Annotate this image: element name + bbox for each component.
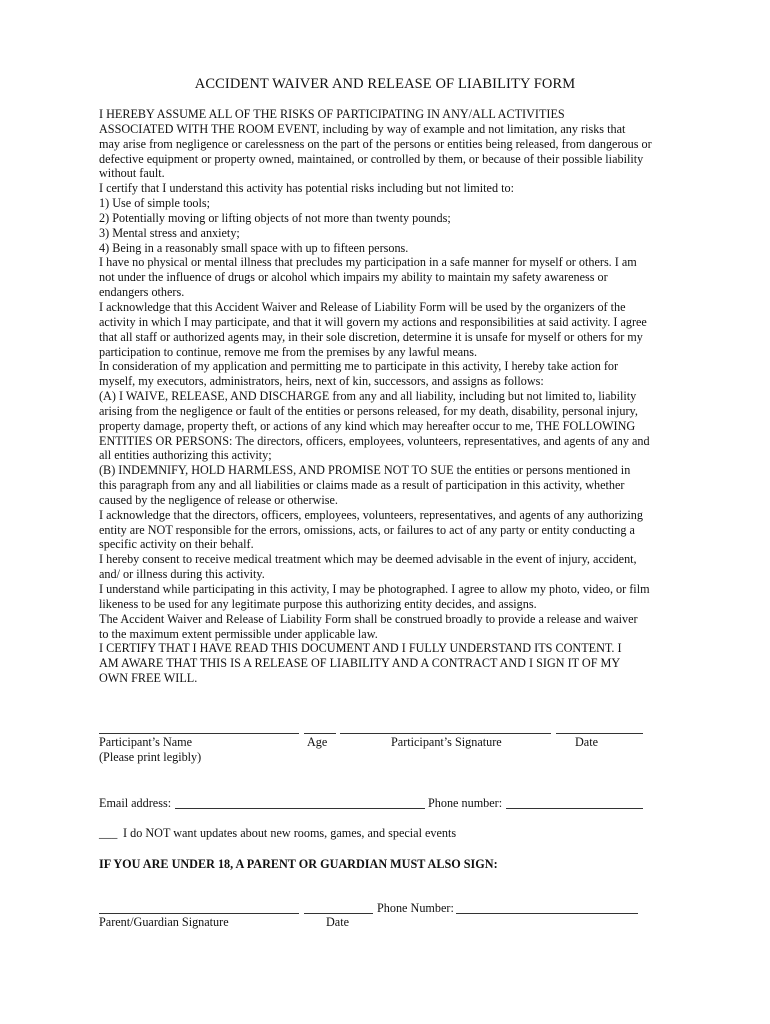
body-line: I acknowledge that this Accident Waiver and Release of Liability Form will be used by the organizers of the (99, 299, 626, 314)
body-line: not under the influence of drugs or alcohol which impairs my ability to maintain my safety awareness or (99, 270, 608, 285)
participant-signature-label: Participant’s Signature (391, 735, 502, 749)
body-line: I certify that I understand this activity has potential risks including but not limited to: (99, 181, 514, 196)
print-legibly-note: (Please print legibly) (99, 750, 202, 764)
body-line: I acknowledge that the directors, officers, employees, volunteers, representatives, and agents of any authorizing (99, 507, 643, 522)
body-line: 4) Being in a reasonably small space with up to fifteen persons. (99, 240, 409, 255)
body-line: arising from the negligence or fault of the entities or persons released, for my death, disability, personal injury, (99, 403, 638, 418)
guardian-date-line (304, 913, 373, 914)
body-line: I CERTIFY THAT I HAVE READ THIS DOCUMENT AND I FULLY UNDERSTAND ITS CONTENT. I (99, 641, 622, 656)
body-line: The Accident Waiver and Release of Liability Form shall be construed broadly to provide a release and waiver (99, 611, 638, 626)
body-line: to the maximum extent permissible under applicable law. (99, 626, 378, 641)
body-line: that all staff or authorized agents may, in their sole discretion, determine it is unsafe for myself or others for my (99, 329, 643, 344)
page-title: ACCIDENT WAIVER AND RELEASE OF LIABILITY FORM (194, 76, 576, 92)
body-line: I hereby consent to receive medical treatment which may be deemed advisable in the event of injury, accident, (99, 552, 637, 567)
participant-name-line (99, 733, 299, 734)
guardian-signature-label: Parent/Guardian Signature (99, 915, 229, 929)
body-line: this paragraph from any and all liabilities or claims made as a result of participation in this activity, whether (99, 478, 625, 493)
body-line: 3) Mental stress and anxiety; (99, 225, 240, 240)
participant-name-label: Participant’s Name (99, 735, 193, 749)
guardian-phone-field[interactable] (456, 913, 638, 914)
body-line: and/ or illness during this activity. (99, 567, 265, 582)
body-line: specific activity on their behalf. (99, 537, 254, 552)
body-line: (A) I WAIVE, RELEASE, AND DISCHARGE from any and all liability, including but not limited to, liability (99, 389, 637, 404)
email-label: Email address: (99, 796, 172, 810)
body-line: 2) Potentially moving or lifting objects of not more than twenty pounds; (99, 210, 451, 225)
date-line (556, 733, 643, 734)
body-line: ENTITIES OR PERSONS: The directors, officers, employees, volunteers, representatives, and agents of any and (99, 433, 650, 448)
body-line: endangers others. (99, 285, 185, 300)
body-line: (B) INDEMNIFY, HOLD HARMLESS, AND PROMISE NOT TO SUE the entities or persons mentioned in (99, 463, 631, 478)
guardian-date-label: Date (326, 915, 350, 929)
body-line: I have no physical or mental illness that precludes my participation in a safe manner for myself or others. I am (99, 255, 637, 270)
body-line: entity are NOT responsible for the errors, omissions, acts, or failures to act of any party or entity conducting a (99, 522, 635, 537)
body-line: defective equipment or property owned, maintained, or controlled by them, or because of their possible liability (99, 151, 644, 166)
age-line (304, 733, 336, 734)
body-line: likeness to be used for any legitimate purpose this authorizing entity decides, and assigns. (99, 596, 537, 611)
email-field[interactable] (175, 808, 425, 809)
guardian-signature-line (99, 913, 299, 914)
body-line: AM AWARE THAT THIS IS A RELEASE OF LIABILITY AND A CONTRACT AND I SIGN IT OF MY (99, 656, 621, 671)
body-line: I understand while participating in this activity, I may be photographed. I agree to allow my photo, video, or film (99, 582, 650, 596)
age-label: Age (307, 735, 328, 749)
waiver-body (99, 107, 679, 686)
body-line: myself, my executors, administrators, heirs, next of kin, successors, and assigns as follows: (99, 374, 544, 389)
body-line: OWN FREE WILL. (99, 671, 198, 686)
guardian-phone-label: Phone Number: (377, 901, 454, 915)
body-line: property damage, property theft, or actions of any kind which may hereafter occur to me, THE FOLLOWING (99, 418, 636, 433)
no-updates-label: I do NOT want updates about new rooms, games, and special events (123, 826, 457, 840)
body-line: participation to continue, remove me from the premises by any lawful means. (99, 344, 478, 359)
minor-notice: IF YOU ARE UNDER 18, A PARENT OR GUARDIAN MUST ALSO SIGN: (99, 857, 498, 871)
body-line: I HEREBY ASSUME ALL OF THE RISKS OF PARTICIPATING IN ANY/ALL ACTIVITIES (99, 107, 565, 121)
date-label: Date (575, 735, 599, 749)
participant-signature-line (340, 733, 551, 734)
no-updates-checkbox[interactable]: ___ (99, 826, 118, 840)
body-line: activity in which I may participate, and that it will govern my actions and responsibilities at said activity. I agree (99, 314, 647, 329)
phone-label: Phone number: (428, 796, 503, 810)
body-line: all entities authorizing this activity; (99, 448, 272, 463)
body-line: 1) Use of simple tools; (99, 196, 211, 211)
body-line: In consideration of my application and permitting me to participate in this activity, I hereby take action for (99, 359, 619, 374)
body-line: caused by the negligence of release or otherwise. (99, 492, 338, 507)
body-line: without fault. (99, 166, 165, 181)
phone-field[interactable] (506, 808, 643, 809)
body-line: may arise from negligence or carelessness on the part of the persons or entities being released, from dangerous or (99, 136, 652, 151)
body-line: ASSOCIATED WITH THE ROOM EVENT, including by way of example and not limitation, any risks that (99, 121, 626, 136)
